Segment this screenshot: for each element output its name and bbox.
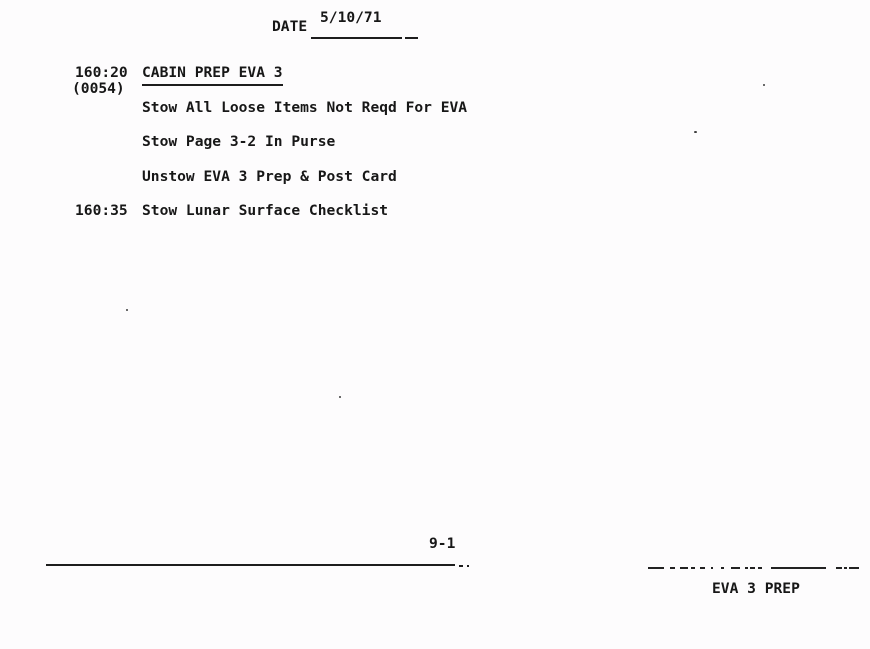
scan-speck <box>763 84 765 86</box>
scan-speck <box>694 131 697 133</box>
checklist-item: Stow Page 3-2 In Purse <box>142 133 336 150</box>
footer-label: EVA 3 PREP <box>712 580 800 597</box>
footer-dashed-rule <box>648 566 866 570</box>
scan-speck <box>126 309 128 311</box>
date-label: DATE <box>272 18 308 35</box>
header-elapsed: (0054) <box>72 80 125 97</box>
header-time: 160:20 <box>75 64 128 81</box>
date-underline-short <box>405 37 418 39</box>
date-underline <box>311 37 402 39</box>
checklist-item: Unstow EVA 3 Prep & Post Card <box>142 168 397 185</box>
scan-speck <box>339 396 341 398</box>
checklist-item: Stow Lunar Surface Checklist <box>142 202 389 219</box>
date-value: 5/10/71 <box>320 9 382 26</box>
footer-rule-dot <box>467 565 469 567</box>
header-title: CABIN PREP EVA 3 <box>142 65 283 86</box>
checklist-item-time: 160:35 <box>75 202 128 219</box>
footer-rule-dot <box>459 565 463 567</box>
checklist-item: Stow All Loose Items Not Reqd For EVA <box>142 99 468 116</box>
footer-rule <box>46 564 455 566</box>
page-number: 9-1 <box>429 535 456 552</box>
